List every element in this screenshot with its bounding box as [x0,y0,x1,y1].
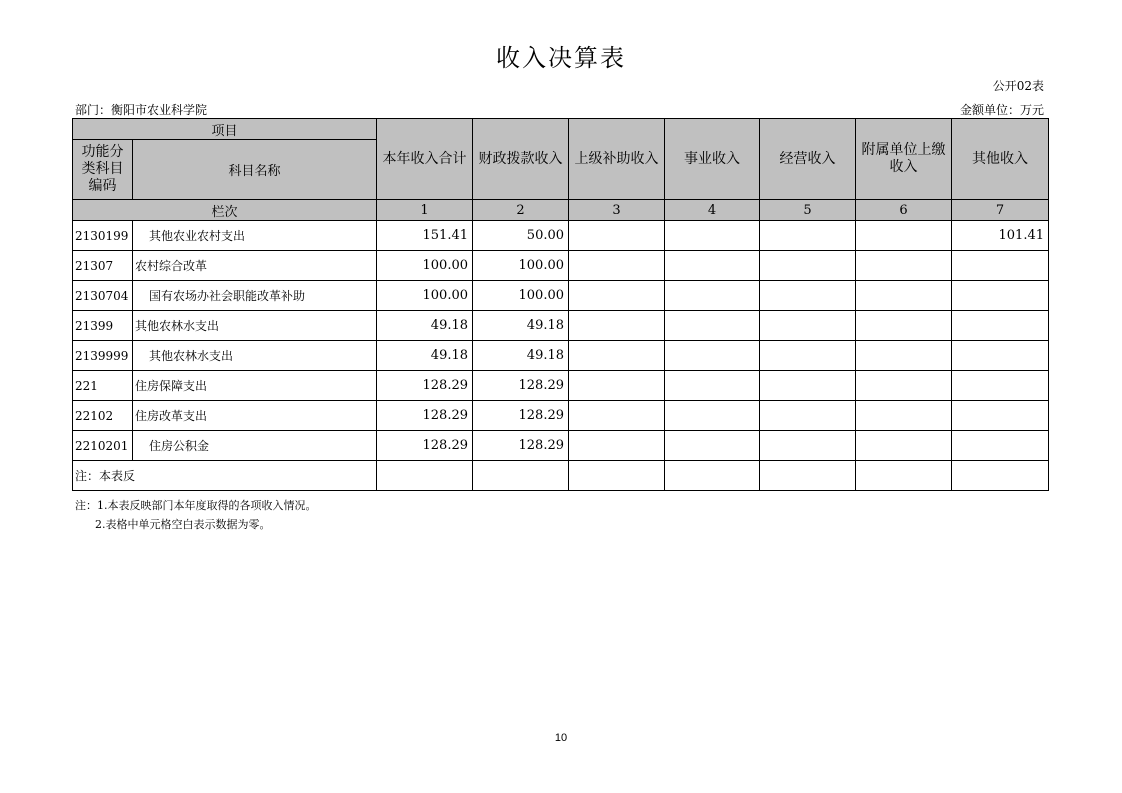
subject-name-cell: 住房改革支出 [133,401,377,431]
amount-cell: 50.00 [473,221,569,251]
amount-cell [856,341,952,371]
column-header: 经营收入 [760,119,856,200]
empty-cell [952,461,1049,491]
func-code-cell: 22102 [73,401,133,431]
amount-cell [760,431,856,461]
table-row [73,251,1049,281]
amount-cell [665,371,760,401]
amount-cell: 101.41 [952,221,1049,251]
amount-cell: 100.00 [473,281,569,311]
amount-unit-label: 金额单位：万元 [959,103,1044,117]
row-index-cell: 2 [473,200,569,221]
subject-name-cell: 其他农业农村支出 [133,221,377,251]
column-header: 本年收入合计 [377,119,473,200]
subject-name-cell: 其他农林水支出 [133,341,377,371]
amount-cell [760,341,856,371]
amount-cell: 49.18 [473,341,569,371]
column-header: 事业收入 [665,119,760,200]
subject-name-cell: 住房保障支出 [133,371,377,401]
row-index-label: 栏次 [73,200,377,221]
amount-cell: 100.00 [377,251,473,281]
amount-cell [665,221,760,251]
amount-cell: 128.29 [377,431,473,461]
amount-cell [665,281,760,311]
note-line-1: 注：1.本表反映部门本年度取得的各项收入情况。 [75,499,317,512]
empty-cell [856,461,952,491]
department-label: 部门：衡阳市农业科学院 [75,103,208,117]
table-row [73,401,1049,431]
subject-name-cell: 其他农林水支出 [133,311,377,341]
empty-cell [377,461,473,491]
amount-cell: 128.29 [473,431,569,461]
row-index-cell: 3 [569,200,665,221]
note-row [73,461,1049,491]
amount-cell [569,431,665,461]
amount-cell: 100.00 [377,281,473,311]
row-index-cell: 4 [665,200,760,221]
table-row [73,221,1049,251]
subject-name-cell: 农村综合改革 [133,251,377,281]
func-code-cell: 221 [73,371,133,401]
amount-cell [665,401,760,431]
page-title: 收入决算表 [496,44,626,72]
amount-cell [665,341,760,371]
table-row [73,281,1049,311]
empty-cell [569,461,665,491]
amount-cell: 49.18 [377,311,473,341]
subject-name-header: 科目名称 [133,140,377,200]
amount-cell [856,251,952,281]
subject-name-cell: 国有农场办社会职能改革补助 [133,281,377,311]
amount-cell: 128.29 [377,401,473,431]
column-header: 附属单位上缴收入 [856,119,952,200]
func-code-cell: 2130199 [73,221,133,251]
func-code-cell: 21399 [73,311,133,341]
amount-cell [569,311,665,341]
amount-cell [569,341,665,371]
amount-cell [952,371,1049,401]
note-row-text: 注：本表反 [73,461,377,491]
empty-cell [473,461,569,491]
amount-cell [952,401,1049,431]
column-header: 其他收入 [952,119,1049,200]
amount-cell: 128.29 [377,371,473,401]
amount-cell [856,281,952,311]
notes [75,496,317,534]
amount-cell [856,371,952,401]
amount-cell [856,431,952,461]
amount-cell [569,371,665,401]
amount-cell [952,341,1049,371]
column-header: 上级补助收入 [569,119,665,200]
func-code-cell: 2130704 [73,281,133,311]
column-header: 财政拨款收入 [473,119,569,200]
table-row [73,341,1049,371]
amount-cell [952,281,1049,311]
page-number: 10 [554,732,568,744]
row-index-cell: 7 [952,200,1049,221]
empty-cell [665,461,760,491]
amount-cell [760,371,856,401]
amount-cell [952,431,1049,461]
amount-cell [665,251,760,281]
amount-cell [760,401,856,431]
amount-cell [760,281,856,311]
amount-cell [952,311,1049,341]
amount-cell [760,311,856,341]
amount-cell: 100.00 [473,251,569,281]
amount-cell: 49.18 [473,311,569,341]
amount-cell: 128.29 [473,401,569,431]
table-row [73,371,1049,401]
amount-cell [569,221,665,251]
table-row [73,431,1049,461]
func-code-header: 功能分类科目编码 [73,140,133,200]
row-index-cell: 5 [760,200,856,221]
amount-cell: 151.41 [377,221,473,251]
amount-cell [569,251,665,281]
amount-cell [856,221,952,251]
form-number: 公开02表 [992,79,1044,93]
row-index-cell: 6 [856,200,952,221]
func-code-cell: 2139999 [73,341,133,371]
amount-cell [569,281,665,311]
func-code-cell: 2210201 [73,431,133,461]
empty-cell [760,461,856,491]
amount-cell: 128.29 [473,371,569,401]
func-code-cell: 21307 [73,251,133,281]
amount-cell [856,311,952,341]
amount-cell [665,431,760,461]
amount-cell [760,251,856,281]
project-header: 项目 [73,119,377,140]
amount-cell [952,251,1049,281]
table-row [73,311,1049,341]
amount-cell [569,401,665,431]
income-table [72,118,1049,491]
note-line-2: 2.表格中单元格空白表示数据为零。 [95,518,271,531]
amount-cell: 49.18 [377,341,473,371]
row-index-cell: 1 [377,200,473,221]
amount-cell [665,311,760,341]
subject-name-cell: 住房公积金 [133,431,377,461]
amount-cell [856,401,952,431]
amount-cell [760,221,856,251]
